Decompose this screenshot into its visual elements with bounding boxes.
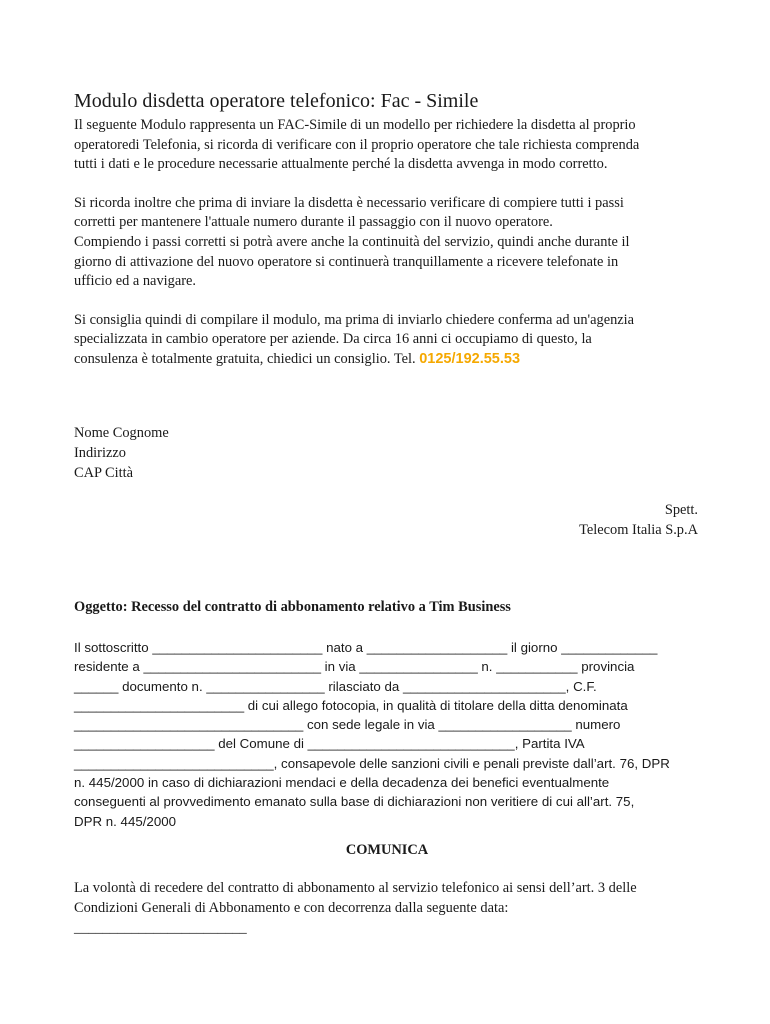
text-line: Condizioni Generali di Abbonamento e con decorrenza dalla seguente data: bbox=[74, 899, 509, 916]
intro-paragraph bbox=[74, 116, 700, 175]
form-line: ___________________________, consapevole delle sanzioni civili e penali previste dall’art. 76, DPR bbox=[74, 755, 670, 771]
text-line: tutti i dati e le procedure necessarie attualmente perché la disdetta avvenga in modo corretto. bbox=[74, 156, 608, 173]
sender-block bbox=[74, 424, 169, 483]
text-line: consulenza è totalmente gratuita, chiedici un consiglio. Tel. bbox=[74, 350, 416, 367]
advice-paragraph bbox=[74, 311, 700, 370]
form-line: DPR n. 445/2000 bbox=[74, 813, 177, 829]
form-line: ______ documento n. ________________ rilasciato da ______________________, C.F. bbox=[74, 678, 597, 694]
recipient-block bbox=[579, 501, 698, 541]
recipient-company: Telecom Italia S.p.A bbox=[579, 521, 698, 538]
sender-name: Nome Cognome bbox=[74, 425, 169, 441]
form-line: Il sottoscritto _______________________ nato a ___________________ il giorno _____________ bbox=[74, 640, 658, 655]
document-body bbox=[74, 88, 700, 370]
text-line: Il seguente Modulo rappresenta un FAC-Simile di un modello per richiedere la disdetta al proprio bbox=[74, 117, 636, 133]
recipient-salutation: Spett. bbox=[664, 502, 698, 518]
form-line: _______________________ di cui allego fotocopia, in qualità di titolare della ditta denominata bbox=[74, 697, 628, 713]
text-line: Si consiglia quindi di compilare il modulo, ma prima di inviarlo chiedere conferma ad un'agenzia bbox=[74, 311, 635, 328]
text-line: operatoredi Telefonia, si ricorda di verificare con il proprio operatore che tale richiesta comprenda bbox=[74, 136, 640, 153]
form-line: _______________________________ con sede legale in via __________________ numero bbox=[74, 717, 621, 733]
text-line: Si ricorda inoltre che prima di inviare la disdetta è necessario verificare di compiere tutti i passi bbox=[74, 194, 624, 211]
form-line: n. 445/2000 in caso di dichiarazioni mendaci e della decadenza dei benefici eventualmente bbox=[74, 775, 610, 791]
phone-number-link[interactable]: 0125/192.55.53 bbox=[419, 350, 521, 367]
text-line: corretti per mantenere l'attuale numero durante il passaggio con il nuovo operatore. bbox=[74, 214, 553, 231]
subject-line: Oggetto: Recesso del contratto di abbonamento relativo a Tim Business bbox=[74, 599, 511, 615]
notice-paragraph bbox=[74, 194, 700, 292]
sender-address: Indirizzo bbox=[74, 444, 126, 461]
page-title: Modulo disdetta operatore telefonico: Fac - Simile bbox=[74, 90, 479, 112]
text-line: giorno di attivazione del nuovo operatore si continuerà tranquillamente a ricevere telefonate in bbox=[74, 253, 619, 270]
form-line: ___________________ del Comune di ____________________________, Partita IVA bbox=[74, 736, 585, 752]
closing-paragraph bbox=[74, 879, 700, 938]
text-line: Compiendo i passi corretti si potrà avere anche la continuità del servizio, quindi anche durante il bbox=[74, 233, 630, 250]
text-line: specializzata in cambio operatore per aziende. Da circa 16 anni ci occupiamo di questo, la bbox=[74, 331, 592, 348]
date-blank-line: ________________________ bbox=[74, 919, 247, 936]
comunica-heading: COMUNICA bbox=[345, 842, 429, 858]
text-line: ufficio ed a navigare. bbox=[74, 273, 196, 290]
form-line: conseguenti al provvedimento emanato sulla base di dichiarazioni non veritiere di cui all’art. 75, bbox=[74, 794, 635, 810]
text-line: La volontà di recedere del contratto di abbonamento al servizio telefonico ai sensi dell’art. 3 delle bbox=[74, 880, 637, 896]
sender-city: CAP Città bbox=[74, 464, 134, 481]
declaration-form bbox=[74, 638, 700, 831]
form-line: residente a ________________________ in via ________________ n. ___________ provincia bbox=[74, 659, 635, 675]
